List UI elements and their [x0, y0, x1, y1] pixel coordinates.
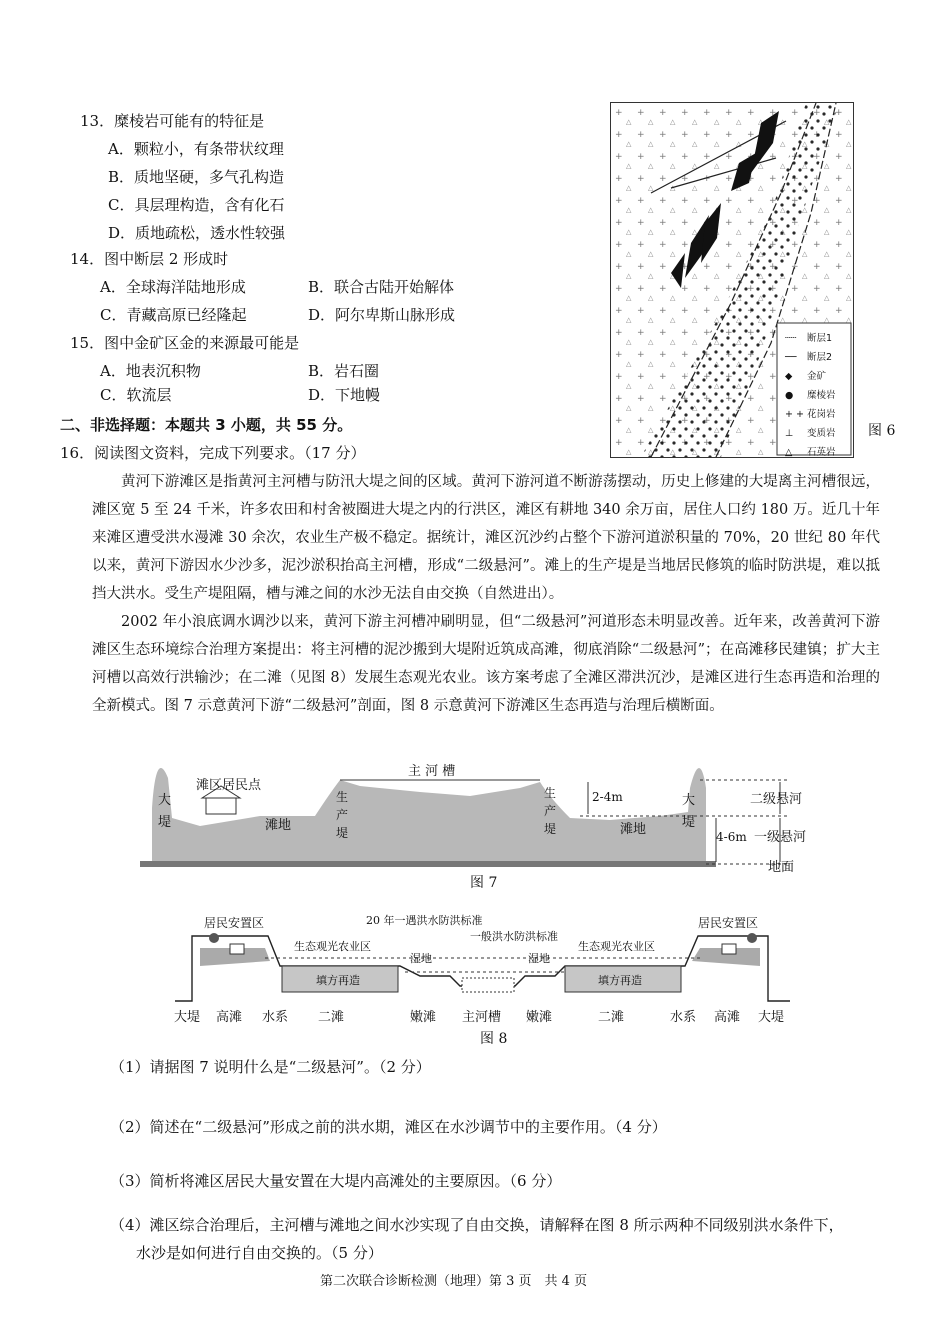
label-prod-dike-left: 生产堤 — [336, 790, 349, 840]
bottom-label-levee-r: 大堤 — [758, 1010, 785, 1025]
q13-option-d: D．质地疏松，透水性较强 — [108, 224, 286, 242]
figure-8-caption: 图 8 — [480, 1031, 508, 1047]
label-prod-dike-right: 生产堤 — [544, 786, 557, 836]
label-residents: 滩区居民点 — [196, 778, 262, 793]
label-shoal-left: 滩地 — [265, 818, 292, 833]
q13-option-c: C．具层理构造，含有化石 — [108, 196, 285, 214]
figure-7-caption: 图 7 — [470, 875, 498, 891]
section-2-heading: 二、非选择题：本题共 3 小题，共 55 分。 — [60, 416, 353, 434]
bottom-label-second-l: 二滩 — [318, 1010, 345, 1025]
q15-option-b: B．岩石圈 — [308, 362, 380, 380]
label-wetland-left: 湿地 — [410, 952, 432, 965]
page-footer: 第二次联合诊断检测（地理）第 3 页 共 4 页 — [320, 1274, 588, 1289]
q13-stem: 13．糜棱岩可能有的特征是 — [80, 112, 265, 130]
q14-option-b: B．联合古陆开始解体 — [308, 278, 455, 296]
legend-fault-1: 断层1 — [807, 333, 833, 344]
q16-material-para2: 2002 年小浪底调水调沙以来，黄河下游主河槽冲刷明显，但“二级悬河”河道形态未明显改善。近年来，改善黄河下游滩区生态环境综合治理方案提出：将主河槽的泥沙搬到大堤附近筑成高滩，彻底消除“二级悬河”；在高滩移民建镇；扩大主河槽以高效行洪输沙；在二滩（见图 8）发展生态观光农业。该方案考虑了全滩区滞洪沉沙，是滩区进行生态再造和治理的全新模式。图 7 示意黄河下游“二级悬河”剖面，图 8 示意黄河下游滩区生态再造与治理后横断面。 — [92, 614, 880, 714]
bottom-label-channel: 主河槽 — [462, 1010, 502, 1025]
label-resettle-right: 居民安置区 — [698, 916, 759, 930]
legend-granite: 花岗岩 — [807, 409, 836, 420]
q15-option-c: C．软流层 — [100, 386, 172, 404]
legend-fault-2: 断层2 — [807, 352, 833, 363]
label-fill-left: 填方再造 — [316, 974, 360, 987]
bottom-label-young-r: 嫩滩 — [526, 1010, 553, 1025]
q14-option-c: C．青藏高原已经隆起 — [100, 306, 247, 324]
label-level-2: 二级悬河 — [750, 792, 803, 807]
label-main-channel: 主 河 槽 — [408, 764, 456, 779]
label-levee-right: 大堤 — [682, 793, 696, 830]
legend-mylonite: 糜棱岩 — [807, 390, 836, 401]
q13-option-a: A．颗粒小，有条带状纹理 — [108, 140, 284, 158]
label-shoal-right: 滩地 — [620, 822, 647, 837]
legend-metamorphic: 变质岩 — [807, 428, 836, 439]
figure-6-caption: 图 6 — [868, 423, 896, 439]
bottom-label-water-l: 水系 — [262, 1010, 289, 1025]
label-level-1: 一级悬河 — [754, 830, 807, 845]
bottom-label-levee-l: 大堤 — [174, 1010, 201, 1025]
legend-quartzite: 石英岩 — [807, 447, 836, 458]
figure-7 — [140, 748, 820, 878]
q14-option-d: D．阿尔卑斯山脉形成 — [308, 306, 456, 324]
q16-material-para1: 黄河下游滩区是指黄河主河槽与防汛大堤之间的区域。黄河下游河道不断游荡摆动，历史上修建的大堤离主河槽很远，滩区宽 5 至 24 千米，许多农田和村舍被圈进大堤之内的行洪区，滩区有耕地 340 余万亩，居住人口约 180 万。近几十年来滩区遭受洪水漫滩 30 余次，农业生产极不稳定。据统计，滩区沉沙约占整个下游河道淤积量的 70%，20 世纪 80 年代以来，黄河下游因水少沙多，泥沙淤积抬高主河槽，形成“二级悬河”。滩上的生产堤是当地居民修筑的临时防洪堤，难以抵挡大洪水。受生产堤阻隔，槽与滩之间的水沙无法自由交换（自然进出）。 — [92, 474, 880, 602]
q14-option-a: A．全球海洋陆地形成 — [100, 278, 246, 296]
figure-6-legend: ┄┄ 断层1 ── 断层2 ◆ 金矿 ● 糜棱岩 + + 花岗岩 ⊥ 变质岩 △ 石英岩 — [785, 333, 836, 458]
figure-7-profile — [140, 748, 820, 878]
q15-stem: 15．图中金矿区金的来源最可能是 — [70, 334, 300, 352]
label-eco-agri-left: 生态观光农业区 — [294, 940, 371, 953]
q15-option-a: A．地表沉积物 — [100, 362, 201, 380]
label-flood-general: 一般洪水防洪标准 — [470, 930, 558, 943]
q13-option-b: B．质地坚硬，多气孔构造 — [108, 168, 285, 186]
q15-option-d: D．下地幔 — [308, 386, 381, 404]
bottom-label-second-r: 二滩 — [598, 1010, 625, 1025]
q16-stem: 16．阅读图文资料，完成下列要求。（17 分） — [60, 444, 366, 462]
label-resettle-left: 居民安置区 — [204, 916, 265, 930]
label-depth-4-6m: 4-6m — [716, 830, 747, 844]
q16-sub1: （1）请据图 7 说明什么是“二级悬河”。（2 分） — [110, 1058, 431, 1076]
label-flood-20yr: 20 年一遇洪水防洪标准 — [366, 914, 483, 927]
label-fill-right: 填方再造 — [598, 974, 642, 987]
label-levee-left: 大堤 — [158, 793, 172, 830]
legend-gold: 金矿 — [807, 371, 827, 382]
label-depth-2-4m: 2-4m — [592, 790, 623, 804]
q16-sub4-line2: 水沙是如何进行自由交换的。（5 分） — [136, 1244, 383, 1262]
bottom-label-water-r: 水系 — [670, 1010, 697, 1025]
bottom-label-young-l: 嫩滩 — [410, 1010, 437, 1025]
q16-sub4-line1: （4）滩区综合治理后，主河槽与滩地之间水沙实现了自由交换，请解释在图 8 所示两种不同级别洪水条件下， — [110, 1216, 844, 1234]
q14-stem: 14．图中断层 2 形成时 — [70, 250, 229, 268]
label-ground: 地面 — [768, 860, 795, 875]
figure-6 — [610, 102, 854, 458]
figure-8 — [170, 906, 800, 1025]
label-wetland-right: 湿地 — [528, 952, 550, 965]
q16-sub3: （3）简析将滩区居民大量安置在大堤内高滩处的主要原因。（6 分） — [110, 1172, 562, 1190]
bottom-label-high-l: 高滩 — [216, 1010, 243, 1025]
bottom-label-high-r: 高滩 — [714, 1010, 741, 1025]
label-eco-agri-right: 生态观光农业区 — [578, 940, 655, 953]
q16-sub2: （2）简述在“二级悬河”形成之前的洪水期，滩区在水沙调节中的主要作用。（4 分） — [110, 1118, 667, 1136]
